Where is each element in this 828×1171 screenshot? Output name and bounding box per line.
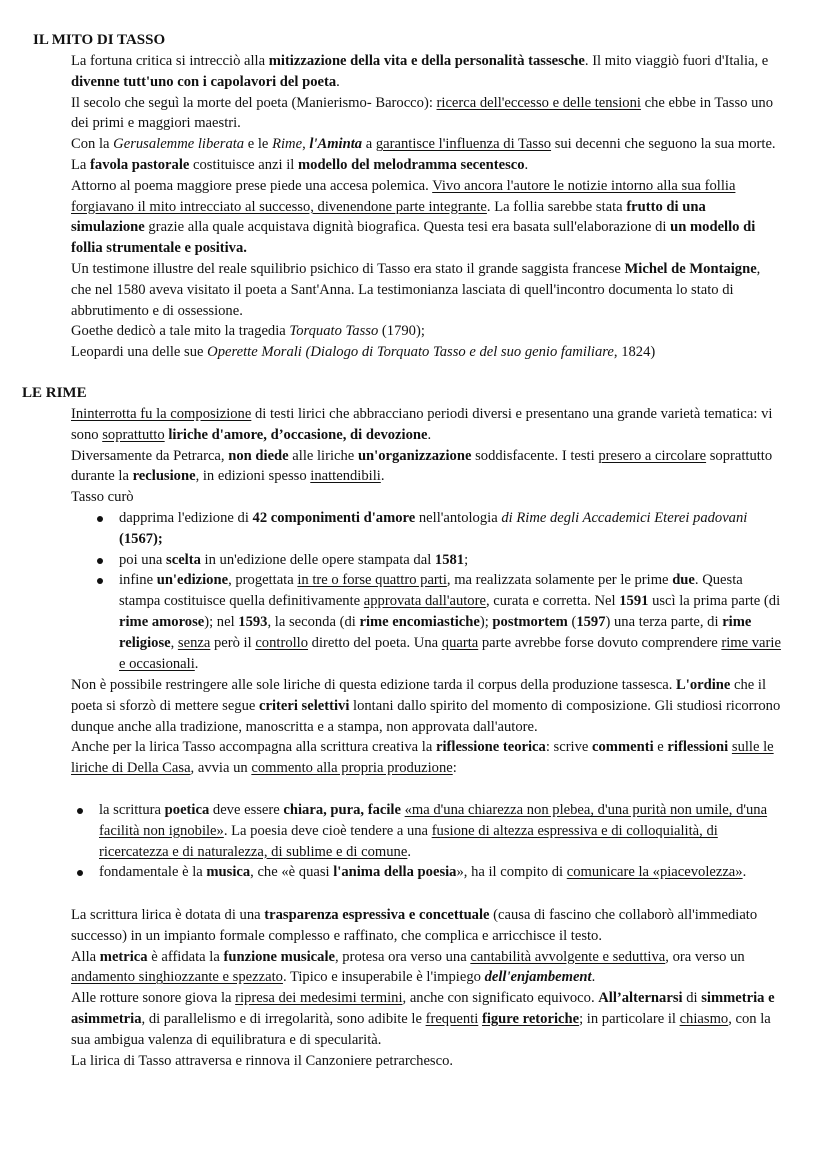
bold-text: criteri selettivi bbox=[259, 697, 350, 714]
text-run: , curata e corretta. Nel bbox=[485, 593, 620, 610]
text-run: . bbox=[427, 426, 432, 443]
list-item bbox=[119, 570, 783, 674]
paragraph bbox=[71, 93, 783, 135]
text-run: . Il mito viaggiò fuori d'Italia, e bbox=[584, 53, 769, 69]
bold-text: 42 componimenti d'amore bbox=[252, 510, 416, 526]
underlined-text: controllo bbox=[255, 634, 309, 651]
bold-text: mitizzazione della vita e della personalità tassesche bbox=[268, 53, 585, 69]
underlined-text: «ma d'una chiarezza non plebea, d'una purità non umile, d'una facilità non ignobile» bbox=[99, 802, 768, 839]
underlined-text: inattendibili bbox=[310, 468, 381, 485]
text-run: fondamentale è la bbox=[99, 864, 207, 881]
bold-text: divenne tutt'uno con i capolavori del poeta bbox=[71, 73, 337, 90]
text-run: , ma realizzata solamente per le prime bbox=[446, 572, 673, 589]
bold-text: figure retoriche bbox=[481, 1010, 580, 1027]
text-run: ) una terza parte, di bbox=[605, 613, 723, 630]
underlined-text: garantisce l'influenza di Tasso bbox=[375, 136, 552, 153]
bold-text: poetica bbox=[164, 802, 210, 818]
bullet-icon bbox=[97, 578, 103, 584]
italic-text: di Rime degli Accademici Eterei padovani bbox=[501, 510, 748, 526]
text-run: infine bbox=[119, 572, 157, 589]
text-run: diretto del poeta. Una bbox=[308, 634, 442, 651]
bold-text: commenti bbox=[592, 739, 654, 756]
underlined-text: in tre o forse quattro parti bbox=[297, 572, 447, 589]
text-run: . La poesia deve cioè tendere a una bbox=[223, 822, 432, 839]
text-run: la scrittura bbox=[99, 802, 165, 818]
bold-text: trasparenza espressiva e concettuale bbox=[264, 907, 490, 923]
paragraph bbox=[71, 988, 783, 1050]
bold-text: 1593 bbox=[238, 613, 268, 630]
text-run: Attorno al poema maggiore prese piede una accesa polemica. bbox=[71, 177, 433, 194]
paragraph bbox=[71, 675, 783, 737]
rime-middle bbox=[71, 675, 783, 779]
bold-text: funzione musicale bbox=[223, 948, 335, 965]
bold-text: un'edizione bbox=[156, 572, 229, 589]
text-run: deve essere bbox=[209, 802, 284, 818]
text-run: . bbox=[524, 156, 529, 173]
text-run: dapprima l'edizione di bbox=[119, 510, 253, 526]
section-title-rime: LE RIME bbox=[22, 385, 87, 401]
underlined-text: commento alla propria produzione bbox=[251, 760, 453, 777]
text-run: La fortuna critica si intrecciò alla bbox=[71, 53, 269, 69]
text-run: . La follia sarebbe stata bbox=[486, 198, 627, 215]
editions-list bbox=[119, 508, 783, 674]
underlined-text: senza bbox=[177, 634, 211, 651]
bold-text: All’alternarsi bbox=[598, 990, 683, 1007]
underlined-text: ricerca dell'eccesso e delle tensioni bbox=[436, 94, 641, 111]
bold-text: 1581 bbox=[434, 551, 465, 568]
underlined-text: sulle le liriche di Della Casa bbox=[71, 739, 774, 777]
text-run: . bbox=[380, 468, 385, 485]
bold-text: 1591 bbox=[619, 593, 649, 610]
italic-text: Gerusalemme liberata bbox=[113, 136, 245, 153]
text-run: costituisce anzi il bbox=[189, 156, 298, 173]
text-run: di bbox=[682, 990, 702, 1007]
underlined-text: presero a circolare bbox=[598, 447, 707, 464]
underlined-text: approvata dall'autore bbox=[363, 593, 486, 610]
text-run: (1790); bbox=[378, 323, 425, 340]
text-run: , anche con significato equivoco. bbox=[402, 990, 599, 1007]
bold-text: favola pastorale bbox=[90, 156, 190, 173]
text-run: sui decenni che seguono la sua morte. La bbox=[71, 136, 776, 173]
rime-intro bbox=[71, 404, 783, 508]
text-run: di testi lirici che abbracciano periodi diversi e presentano una grande varietà tematica: vi sono bbox=[71, 406, 773, 443]
bold-text: rime religiose bbox=[119, 613, 752, 651]
underlined-text: ripresa dei medesimi termini bbox=[235, 990, 403, 1007]
text-run: . Questa stampa costituisce quella definitivamente bbox=[119, 572, 743, 610]
text-run: grazie alla quale acquistava dignità biografica. Questa tesi era basata sull'elaborazione di bbox=[144, 219, 671, 236]
text-run: ); bbox=[479, 613, 493, 630]
paragraph bbox=[71, 947, 783, 989]
text-run: , 1824) bbox=[613, 344, 656, 361]
bold-text: chiara, pura, facile bbox=[283, 802, 401, 818]
text-run: Diversamente da Petrarca, bbox=[71, 447, 229, 464]
text-run: ; bbox=[464, 551, 469, 568]
text-run: , di parallelismo e di irregolarità, sono adibite le bbox=[141, 1010, 426, 1027]
underlined-text: quarta bbox=[441, 634, 479, 651]
text-run: , progettata bbox=[228, 572, 298, 589]
bold-text: l'Aminta bbox=[309, 136, 363, 153]
bold-text: un modello di follia strumentale e positiva. bbox=[71, 219, 756, 257]
text-run: Un testimone illustre del reale squilibrio psichico di Tasso era stato il grande saggista francese bbox=[71, 260, 625, 277]
text-run: La lirica di Tasso attraversa e rinnova il Canzoniere petrarchesco. bbox=[71, 1052, 454, 1069]
text-run: lontani dallo spirito del momento di composizione. Gli studiosi ricorrono dunque anche alla tradizione, manoscritta e a stampa, non approvata dall'autore. bbox=[71, 697, 781, 735]
rime-closing bbox=[71, 905, 783, 1071]
text-run: Con la bbox=[71, 136, 114, 153]
bold-text: non diede bbox=[228, 447, 289, 464]
underlined-text: andamento singhiozzante e spezzato bbox=[71, 969, 283, 986]
paragraph bbox=[71, 259, 783, 321]
text-run: però il bbox=[210, 634, 256, 651]
text-run: Alla bbox=[71, 948, 100, 965]
paragraph bbox=[71, 446, 783, 488]
underlined-text: fusione di altezza espressiva e di colloquialità, di ricercatezza e di naturalezza, di sublime e di comune bbox=[99, 822, 718, 860]
italic-text: Torquato Tasso bbox=[289, 323, 379, 340]
bold-text: l'anima della poesia bbox=[333, 864, 457, 881]
text-run: : scrive bbox=[545, 739, 593, 756]
bold-text: musica bbox=[206, 864, 251, 881]
paragraph bbox=[71, 134, 783, 176]
text-run: , in edizioni spesso bbox=[195, 468, 311, 485]
bold-text: un'organizzazione bbox=[357, 447, 472, 464]
bold-text: due bbox=[672, 572, 695, 589]
paragraph bbox=[71, 487, 783, 508]
text-run: nell'antologia bbox=[415, 510, 502, 526]
bold-text: dell'enjambement bbox=[484, 969, 592, 986]
text-run: , avvia un bbox=[190, 760, 252, 777]
italic-text: Operette Morali (Dialogo di Torquato Tasso e del suo genio familiare bbox=[207, 344, 614, 361]
paragraph bbox=[71, 342, 783, 363]
list-item bbox=[119, 508, 783, 550]
text-run: , bbox=[170, 634, 178, 651]
text-run: Non è possibile restringere alle sole liriche di questa edizione tarda il corpus della produzione tassesca. bbox=[71, 677, 677, 693]
text-run: , bbox=[302, 136, 310, 153]
bold-text: riflessione teorica bbox=[436, 739, 546, 756]
list-item bbox=[99, 862, 783, 883]
bold-text: riflessioni bbox=[667, 739, 729, 756]
bold-text: modello del melodramma secentesco bbox=[297, 156, 525, 173]
paragraph bbox=[71, 1051, 783, 1072]
bold-text: simmetria e asimmetria bbox=[71, 990, 775, 1027]
section-title-mito: IL MITO DI TASSO bbox=[33, 32, 166, 48]
text-run: ( bbox=[567, 613, 577, 630]
text-run: . bbox=[407, 843, 411, 860]
bold-text: metrica bbox=[99, 948, 148, 965]
italic-text: Rime bbox=[272, 136, 303, 153]
text-run: Il secolo che seguì la morte del poeta (Manierismo- Barocco): bbox=[71, 94, 437, 111]
text-run: Alle rotture sonore giova la bbox=[71, 990, 236, 1007]
mito-text bbox=[71, 51, 783, 363]
text-run: soddisfacente. I testi bbox=[471, 447, 599, 464]
text-run: : bbox=[452, 760, 457, 777]
paragraph bbox=[71, 176, 783, 259]
underlined-text: chiasmo bbox=[679, 1010, 729, 1027]
list-item bbox=[99, 800, 783, 862]
bold-text: rime encomiastiche bbox=[359, 613, 480, 630]
bold-text: postmortem bbox=[492, 613, 568, 630]
underlined-text: soprattutto bbox=[102, 426, 165, 443]
text-run: . bbox=[336, 73, 340, 90]
bold-text: rime amorose bbox=[119, 613, 205, 630]
bold-text: reclusione bbox=[132, 468, 196, 485]
bold-text: Michel de Montaigne bbox=[624, 260, 757, 277]
text-run: ; in particolare il bbox=[579, 1010, 680, 1027]
bold-text: frutto di una simulazione bbox=[71, 198, 706, 236]
text-run: La scrittura lirica è dotata di una bbox=[71, 907, 265, 923]
paragraph bbox=[71, 51, 783, 93]
text-run: . Tipico e insuperabile è l'impiego bbox=[282, 969, 485, 986]
underlined-text: frequenti bbox=[425, 1010, 479, 1027]
text-run: a bbox=[362, 136, 376, 153]
principles-list bbox=[99, 800, 783, 883]
bold-text: 1597 bbox=[576, 613, 606, 630]
text-run: e bbox=[653, 739, 668, 756]
text-run: e le bbox=[244, 136, 273, 153]
text-run: in un'edizione delle opere stampata dal bbox=[200, 551, 435, 568]
text-run: , ora verso un bbox=[665, 948, 745, 965]
text-run: , con la sua ambigua valenza di equilibratura e di specularità. bbox=[71, 1010, 771, 1048]
text-run: Tasso curò bbox=[71, 489, 134, 506]
paragraph bbox=[71, 321, 783, 342]
text-run: . bbox=[742, 864, 747, 881]
paragraph bbox=[71, 737, 783, 779]
text-run: . bbox=[194, 655, 199, 672]
bold-text: liriche d'amore, d’occasione, di devozione bbox=[168, 426, 428, 443]
text-run: , che nel 1580 aveva visitato il poeta a Sant'Anna. La testimonianza lasciata di quell'incontro documenta lo stato di abbrutimento e di ossessione. bbox=[71, 260, 761, 319]
paragraph bbox=[71, 404, 783, 446]
text-run: Goethe dedicò a tale mito la tragedia bbox=[71, 323, 290, 340]
bullet-icon bbox=[97, 558, 103, 564]
text-run: Anche per la lirica Tasso accompagna alla scrittura creativa la bbox=[71, 739, 436, 756]
underlined-text: rime varie e occasionali bbox=[119, 634, 781, 672]
text-run: », ha il compito di bbox=[456, 864, 567, 881]
bullet-icon bbox=[97, 516, 103, 522]
text-run: . bbox=[591, 969, 596, 986]
text-run: uscì la prima parte (di bbox=[648, 593, 781, 610]
text-run: Leopardi una delle sue bbox=[71, 344, 208, 361]
text-run: , la seconda (di bbox=[267, 613, 360, 630]
bullet-icon bbox=[77, 870, 83, 876]
bold-text: L'ordine bbox=[676, 677, 731, 693]
text-run: , protesa ora verso una bbox=[334, 948, 471, 965]
text-run: poi una bbox=[119, 551, 167, 568]
paragraph bbox=[71, 905, 783, 947]
text-run: è affidata la bbox=[147, 948, 224, 965]
underlined-text: Ininterrotta fu la composizione bbox=[71, 406, 252, 422]
bold-text: scelta bbox=[166, 551, 201, 568]
underlined-text: comunicare la «piacevolezza» bbox=[566, 864, 743, 881]
text-run: alle liriche bbox=[288, 447, 358, 464]
text-run: , che «è quasi bbox=[250, 864, 334, 881]
text-run: che il poeta si sforzò di mettere segue bbox=[71, 677, 767, 714]
text-run: che ebbe in Tasso uno dei primi e maggiori maestri. bbox=[71, 94, 773, 132]
text-run: ); nel bbox=[204, 613, 239, 630]
text-run: (causa di fascino che collaborò all'immediato successo) in un impianto formale complesso e raffinato, che complica e arricchisce il testo. bbox=[71, 907, 758, 944]
underlined-text: Vivo ancora l'autore le notizie intorno alla sua follia forgiavano il mito intrecciato al successo, divenendone parte integrante bbox=[71, 177, 736, 215]
list-item bbox=[119, 550, 783, 571]
text-run: soprattutto durante la bbox=[71, 447, 773, 485]
underlined-text: cantabilità avvolgente e seduttiva bbox=[470, 948, 666, 965]
bullet-icon bbox=[77, 808, 83, 814]
text-run: parte avrebbe forse dovuto comprendere bbox=[478, 634, 722, 651]
bold-text: (1567); bbox=[119, 530, 163, 547]
